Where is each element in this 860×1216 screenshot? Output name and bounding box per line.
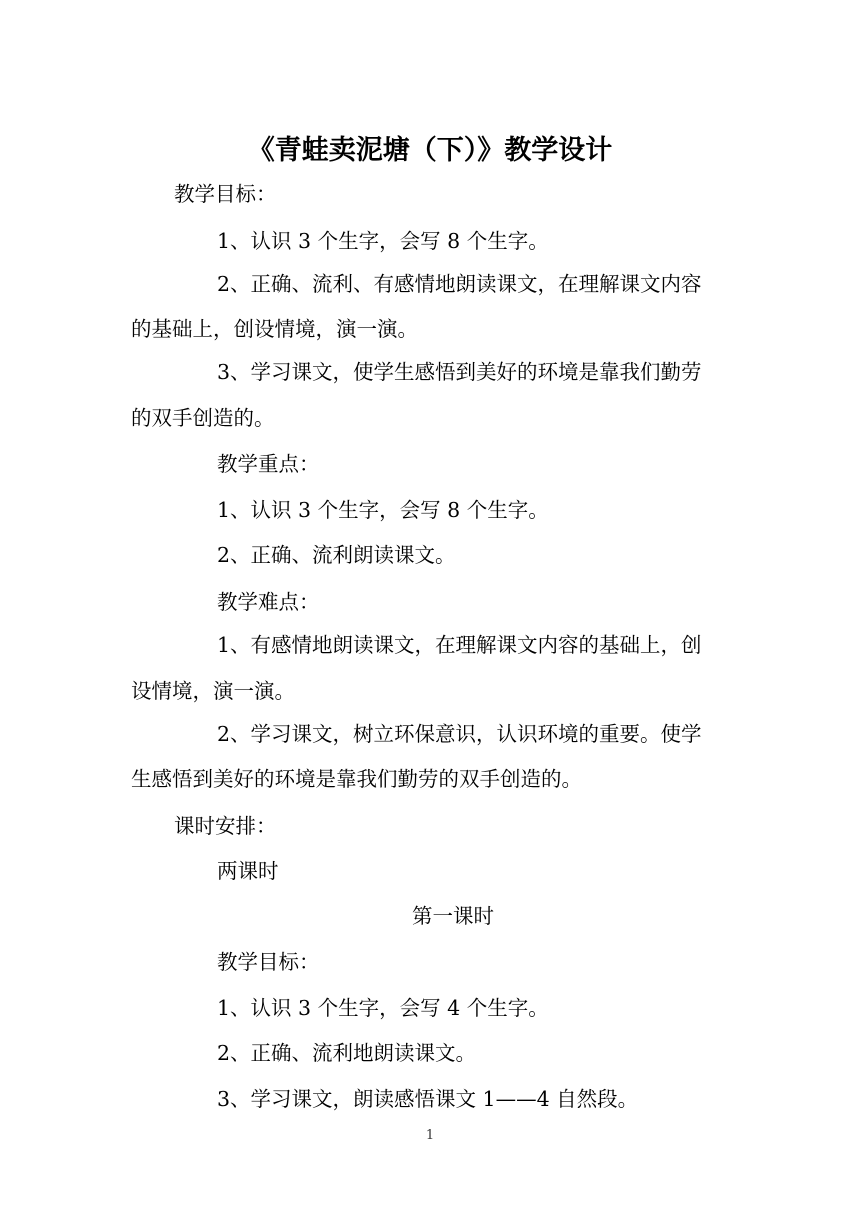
section-heading-schedule: 课时安排：: [174, 814, 277, 838]
page-number: 1: [425, 1128, 435, 1143]
section-heading-key-points: 教学重点：: [217, 452, 320, 476]
lesson-goal-1: 1、认识 3 个生字，会写 4 个生字。: [217, 996, 549, 1020]
goal-item-3: 3、学习课文，使学生感悟到美好的环境是靠我们勤劳: [217, 360, 702, 384]
lesson-heading: 第一课时: [412, 904, 494, 928]
lesson-goals-heading: 教学目标：: [217, 950, 320, 974]
lesson-goal-2: 2、正确、流利地朗读课文。: [217, 1041, 477, 1065]
section-heading-goals: 教学目标：: [174, 182, 277, 206]
section-heading-difficulties: 教学难点：: [217, 590, 320, 614]
difficulty-2-continued: 生感悟到美好的环境是靠我们勤劳的双手创造的。: [131, 767, 582, 791]
key-point-2: 2、正确、流利朗读课文。: [217, 543, 456, 567]
key-point-1: 1、认识 3 个生字，会写 8 个生字。: [217, 498, 549, 522]
difficulty-1-continued: 设情境，演一演。: [131, 679, 295, 703]
document-title: 《青蛙卖泥塘（下）》教学设计: [247, 135, 613, 166]
goal-item-1: 1、认识 3 个生字，会写 8 个生字。: [217, 229, 549, 253]
difficulty-2: 2、学习课文，树立环保意识，认识环境的重要。使学: [217, 722, 702, 746]
goal-item-3-continued: 的双手创造的。: [131, 406, 275, 430]
schedule-value: 两课时: [217, 859, 279, 883]
lesson-goal-3: 3、学习课文，朗读感悟课文 1——4 自然段。: [217, 1087, 639, 1111]
difficulty-1: 1、有感情地朗读课文，在理解课文内容的基础上，创: [217, 633, 702, 657]
goal-item-2: 2、正确、流利、有感情地朗读课文，在理解课文内容: [217, 272, 702, 296]
goal-item-2-continued: 的基础上，创设情境，演一演。: [131, 317, 418, 341]
